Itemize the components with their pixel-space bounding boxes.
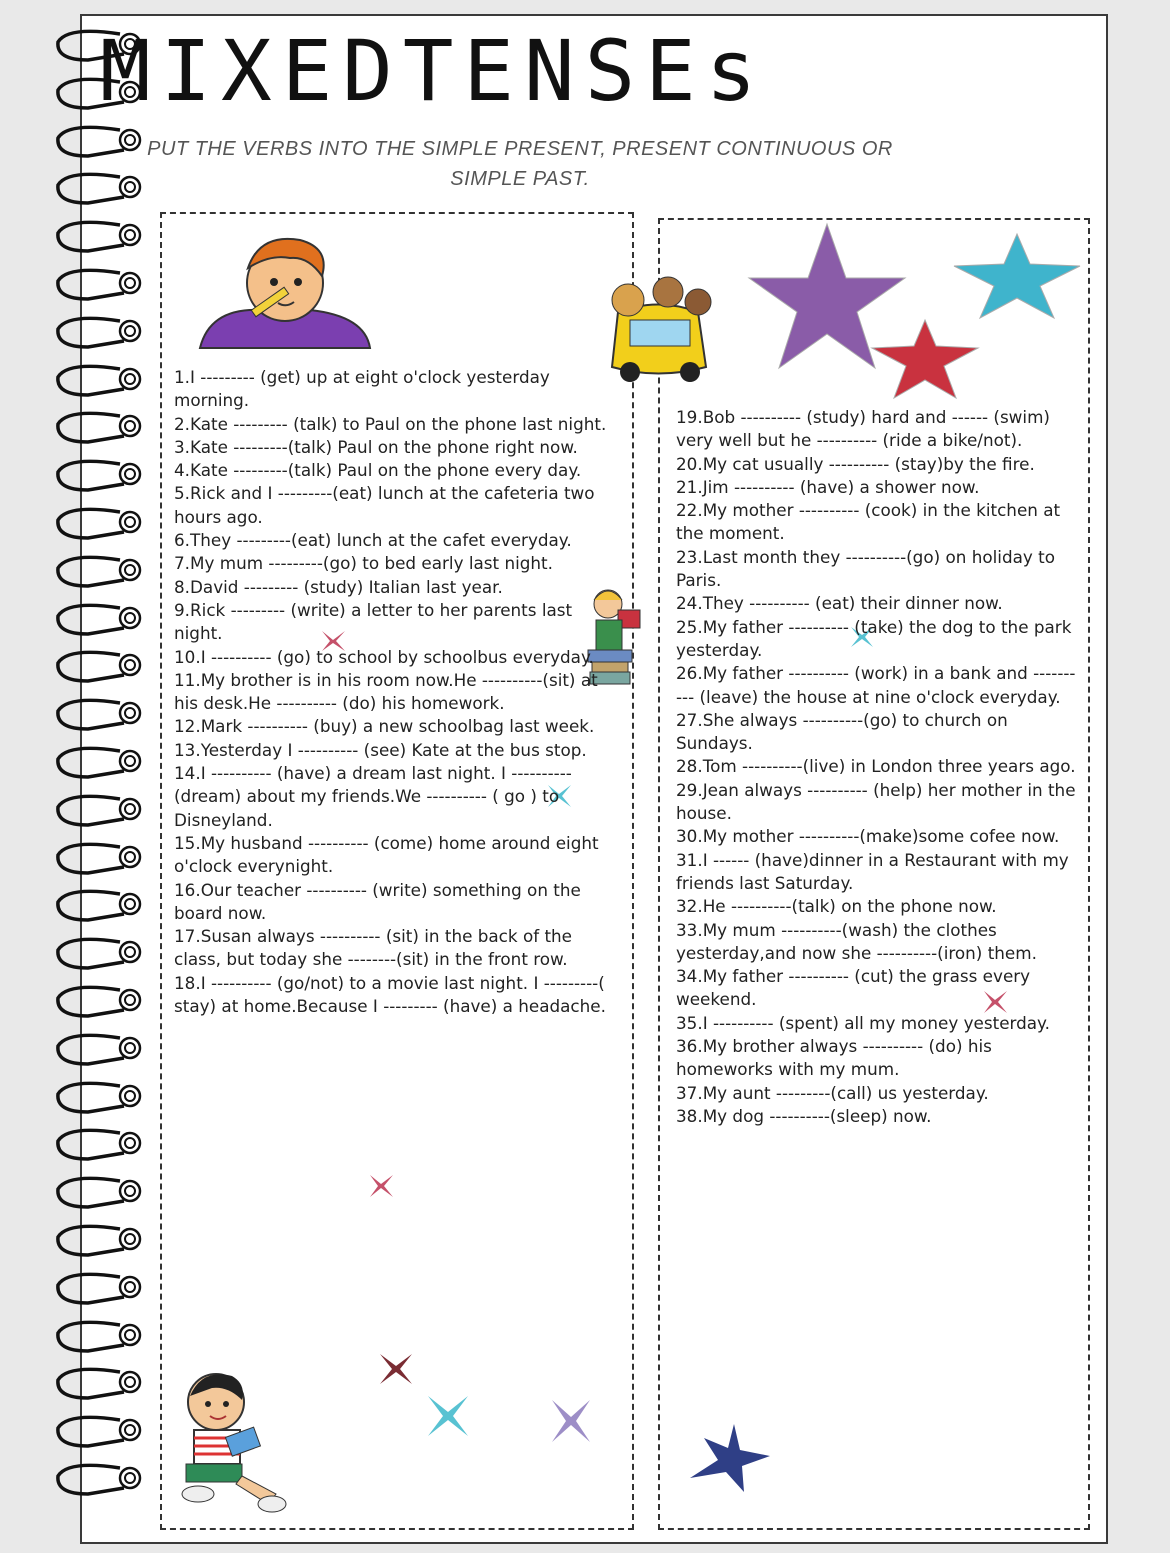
exercise-item: 27.She always ----------(go) to church on Sundays. — [676, 709, 1008, 754]
instructions — [130, 134, 910, 194]
spiral-coil — [48, 833, 158, 879]
exercise-item: 22.My mother ---------- (cook) in the kitchen at the moment. — [676, 500, 1061, 544]
spiral-coil — [48, 1454, 158, 1500]
exercise-item: 20.My cat usually ---------- (stay)by the fire. — [676, 453, 1035, 474]
left-exercises — [174, 366, 622, 1018]
spiral-coil — [48, 1311, 158, 1357]
sparkle-icon — [376, 1350, 416, 1388]
star-icon — [868, 316, 983, 401]
exercise-item: 25.My father ---------- (take) the dog to the park yesterday. — [676, 616, 1072, 660]
spiral-coil — [48, 928, 158, 974]
exercise-item: 10.I ---------- (go) to school by schoolbus everyday. — [174, 646, 594, 667]
spiral-coil — [48, 498, 158, 544]
exercise-item: 31.I ------ (have)dinner in a Restaurant with my friends last Saturday. — [676, 849, 1069, 893]
exercise-item: 9.Rick --------- (write) a letter to her parents last night. — [174, 599, 573, 644]
exercise-item: 1.I --------- (get) up at eight o'clock yesterday morning. — [174, 367, 550, 411]
exercise-item: 14.I ---------- (have) a dream last night. I ---------- (dream) about my friends.We ---------- ( go ) to Disneyland. — [174, 763, 572, 830]
spiral-coil — [48, 1167, 158, 1213]
exercise-item: 4.Kate ---------(talk) Paul on the phone every day. — [174, 460, 582, 481]
exercise-item: 24.They ---------- (eat) their dinner now. — [676, 593, 1003, 614]
spiral-coil — [48, 1358, 158, 1404]
spiral-binding — [48, 20, 158, 1510]
spiral-coil — [48, 355, 158, 401]
exercise-item: 35.I ---------- (spent) all my money yesterday. — [676, 1012, 1050, 1033]
exercise-item: 7.My mum ---------(go) to bed early last night. — [174, 553, 553, 574]
spiral-coil — [48, 641, 158, 687]
spiral-coil — [48, 1263, 158, 1309]
exercise-item: 6.They ---------(eat) lunch at the cafet everyday. — [174, 530, 572, 551]
spiral-coil — [48, 1406, 158, 1452]
exercise-item: 16.Our teacher ---------- (write) something on the board now. — [174, 879, 581, 923]
exercise-item: 38.My dog ----------(sleep) now. — [676, 1105, 932, 1126]
spiral-coil — [48, 689, 158, 735]
instructions-line-2: SIMPLE PAST. — [450, 168, 590, 190]
spiral-coil — [48, 1072, 158, 1118]
exercise-item: 23.Last month they ----------(go) on holiday to Paris. — [676, 546, 1055, 591]
exercise-item: 2.Kate --------- (talk) to Paul on the phone last night. — [174, 413, 607, 434]
exercise-item: 33.My mum ----------(wash) the clothes yesterday,and now she ----------(iron) them. — [676, 919, 1037, 963]
exercise-item: 28.Tom ----------(live) in London three years ago. — [676, 756, 1076, 777]
exercise-item: 8.David --------- (study) Italian last year. — [174, 576, 503, 597]
spiral-coil — [48, 976, 158, 1022]
star-icon — [950, 230, 1085, 320]
boy-book-icon — [172, 1366, 292, 1516]
spiral-coil — [48, 785, 158, 831]
exercise-item: 32.He ----------(talk) on the phone now. — [676, 896, 997, 917]
sparkle-icon — [424, 1392, 472, 1440]
spiral-coil — [48, 1024, 158, 1070]
exercise-item: 17.Susan always ---------- (sit) in the back of the class, but today she --------(sit) in the front row. — [174, 926, 573, 970]
exercise-item: 36.My brother always ---------- (do) his homeworks with my mum. — [676, 1036, 992, 1080]
exercise-item: 3.Kate ---------(talk) Paul on the phone right now. — [174, 436, 578, 457]
spiral-coil — [48, 594, 158, 640]
spiral-coil — [48, 546, 158, 592]
exercise-item: 29.Jean always ---------- (help) her mother in the house. — [676, 779, 1076, 824]
exercise-item: 37.My aunt ---------(call) us yesterday. — [676, 1082, 989, 1103]
page-title: MIXEDTENSEs — [100, 22, 767, 120]
spiral-coil — [48, 211, 158, 257]
spiral-coil — [48, 402, 158, 448]
exercise-item: 13.Yesterday I ---------- (see) Kate at the bus stop. — [174, 739, 587, 760]
boy-pencil-icon — [190, 228, 375, 353]
spiral-coil — [48, 1119, 158, 1165]
exercise-item: 18.I ---------- (go/not) to a movie last night. I ---------( stay) at home.Because I --------- (have) a headache. — [174, 972, 606, 1017]
spiral-coil — [48, 737, 158, 783]
star-icon — [684, 1420, 774, 1495]
spiral-coil — [48, 1215, 158, 1261]
right-exercises — [676, 406, 1076, 1128]
exercise-item: 34.My father ---------- (cut) the grass every weekend. — [676, 966, 1031, 1010]
exercise-item: 11.My brother is in his room now.He ----------(sit) at his desk.He ---------- (do) his homework. — [174, 669, 598, 714]
sparkle-icon — [366, 1172, 396, 1200]
exercise-item: 30.My mother ----------(make)some cofee now. — [676, 826, 1060, 847]
exercise-item: 19.Bob ---------- (study) hard and ------ (swim) very well but he ---------- (ride a bike/not). — [676, 407, 1050, 451]
exercise-item: 21.Jim ---------- (have) a shower now. — [676, 476, 980, 497]
spiral-coil — [48, 880, 158, 926]
sparkle-icon — [548, 1396, 594, 1446]
spiral-coil — [48, 450, 158, 496]
exercise-item: 26.My father ---------- (work) in a bank and ---------- (leave) the house at nine o'clock everyday. — [676, 663, 1076, 707]
spiral-coil — [48, 307, 158, 353]
exercise-item: 15.My husband ---------- (come) home around eight o'clock everynight. — [174, 832, 599, 877]
instructions-line-1: PUT THE VERBS INTO THE SIMPLE PRESENT, PRESENT CONTINUOUS OR — [147, 138, 893, 160]
spiral-coil — [48, 259, 158, 305]
exercise-item: 12.Mark ---------- (buy) a new schoolbag last week. — [174, 716, 595, 737]
exercise-item: 5.Rick and I ---------(eat) lunch at the cafeteria two hours ago. — [174, 483, 595, 527]
